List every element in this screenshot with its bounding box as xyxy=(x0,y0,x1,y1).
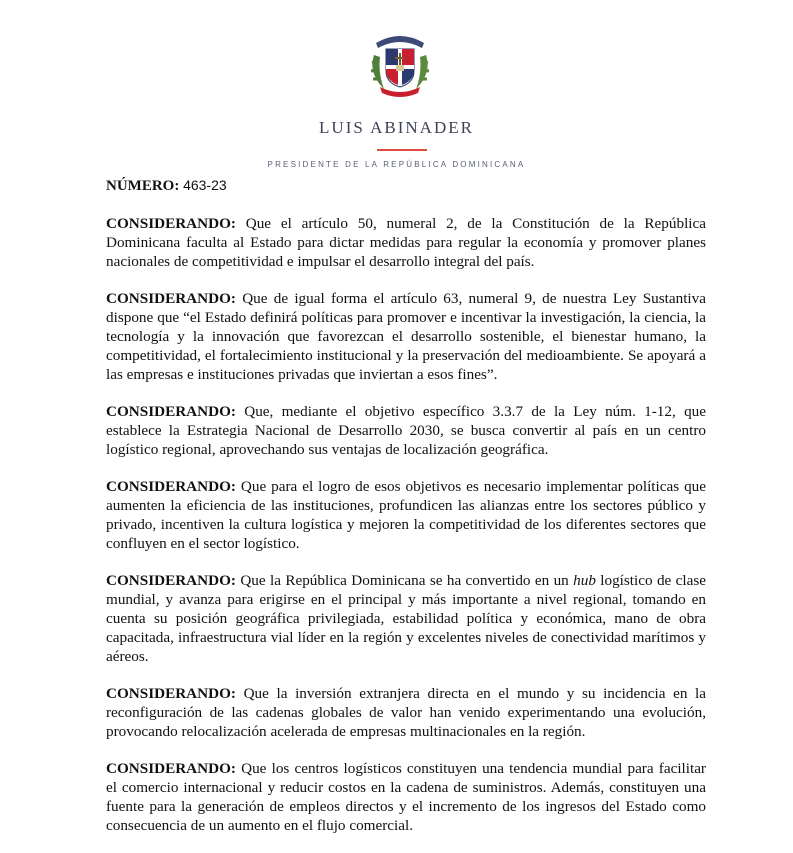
paragraph-keyword: CONSIDERANDO: xyxy=(106,290,236,307)
paragraph-italic-term: hub xyxy=(573,572,596,589)
paragraph-text: Que de igual forma el artículo 63, numeral 9, de nuestra Ley Sustantiva dispone que “el Estado definirá políticas para promover e incentivar la investigación, la ciencia, la tecnología y la innovación que favorezcan el desarrollo sostenible, el bienestar humano, la competitividad, el fortalecimiento institucional y la preservación del medioambiente. Se apoyará a las empresas e instituciones privadas que inviertan a esos fines”. xyxy=(106,290,706,383)
document-number xyxy=(106,177,227,195)
paragraph-keyword: CONSIDERANDO: xyxy=(106,572,236,589)
document-body xyxy=(106,214,706,853)
considerando-paragraph xyxy=(106,214,706,271)
letterhead-title: PRESIDENTE DE LA REPÚBLICA DOMINICANA xyxy=(267,160,526,169)
paragraph-text: Que los centros logísticos constituyen una tendencia mundial para facilitar el comercio internacional y reducir costos en la cadena de suministros. Además, constituyen una fuente para la generación de empleos directos y el incremento de los ingresos del Estado como consecuencia de un aumento en el flujo comercial. xyxy=(106,760,706,834)
paragraph-text-after: logístico de clase mundial, y avanza para erigirse en el principal y más importante a nivel regional, tomando en cuenta su posición geográfica privilegiada, estabilidad política y económica, mano de obra capacitada, infraestructura vial líder en la región y excelentes niveles de conectividad marítimos y aéreos. xyxy=(106,572,706,665)
paragraph-text: Que la inversión extranjera directa en el mundo y su incidencia en la reconfiguración de las cadenas globales de valor han venido experimentando una evolución, provocando relocalización acelerada de empresas multinacionales en la región. xyxy=(106,685,707,740)
paragraph-text: Que para el logro de esos objetivos es necesario implementar políticas que aumenten la eficiencia de las instituciones, profundicen las alianzas entre los sectores público y privado, incentiven la cultura logística y mejoren la competitividad de los diferentes sectores que confluyen en el sector logístico. xyxy=(106,478,707,552)
paragraph-keyword: CONSIDERANDO: xyxy=(106,215,236,232)
document-number-value: 463-23 xyxy=(183,177,227,193)
paragraph-text: Que, mediante el objetivo específico 3.3.7 de la Ley núm. 1-12, que establece la Estrategia Nacional de Desarrollo 2030, se busca convertir al país en un centro logístico regional, aprovechando sus ventajas de localización geográfica. xyxy=(106,403,706,458)
letterhead-name: LUIS ABINADER xyxy=(319,118,474,137)
considerando-paragraph xyxy=(106,402,706,459)
considerando-paragraph xyxy=(106,289,706,384)
paragraph-keyword: CONSIDERANDO: xyxy=(106,685,236,702)
paragraph-keyword: CONSIDERANDO: xyxy=(106,403,236,420)
letterhead-divider xyxy=(377,149,427,151)
considerando-paragraph xyxy=(106,759,706,835)
considerando-paragraph xyxy=(106,477,706,553)
considerando-paragraph xyxy=(106,684,706,741)
paragraph-text: Que el artículo 50, numeral 2, de la Constitución de la República Dominicana faculta al Estado para dictar medidas para regular la economía y promover planes nacionales de competitividad e impulsar el desarrollo integral del país. xyxy=(106,215,707,270)
paragraph-text-before: Que la República Dominicana se ha convertido en un xyxy=(240,572,574,589)
paragraph-keyword: CONSIDERANDO: xyxy=(106,478,236,495)
coat-of-arms-icon xyxy=(364,27,436,99)
document-number-label: NÚMERO: xyxy=(106,178,180,194)
paragraph-keyword: CONSIDERANDO: xyxy=(106,760,236,777)
considerando-paragraph xyxy=(106,571,706,666)
